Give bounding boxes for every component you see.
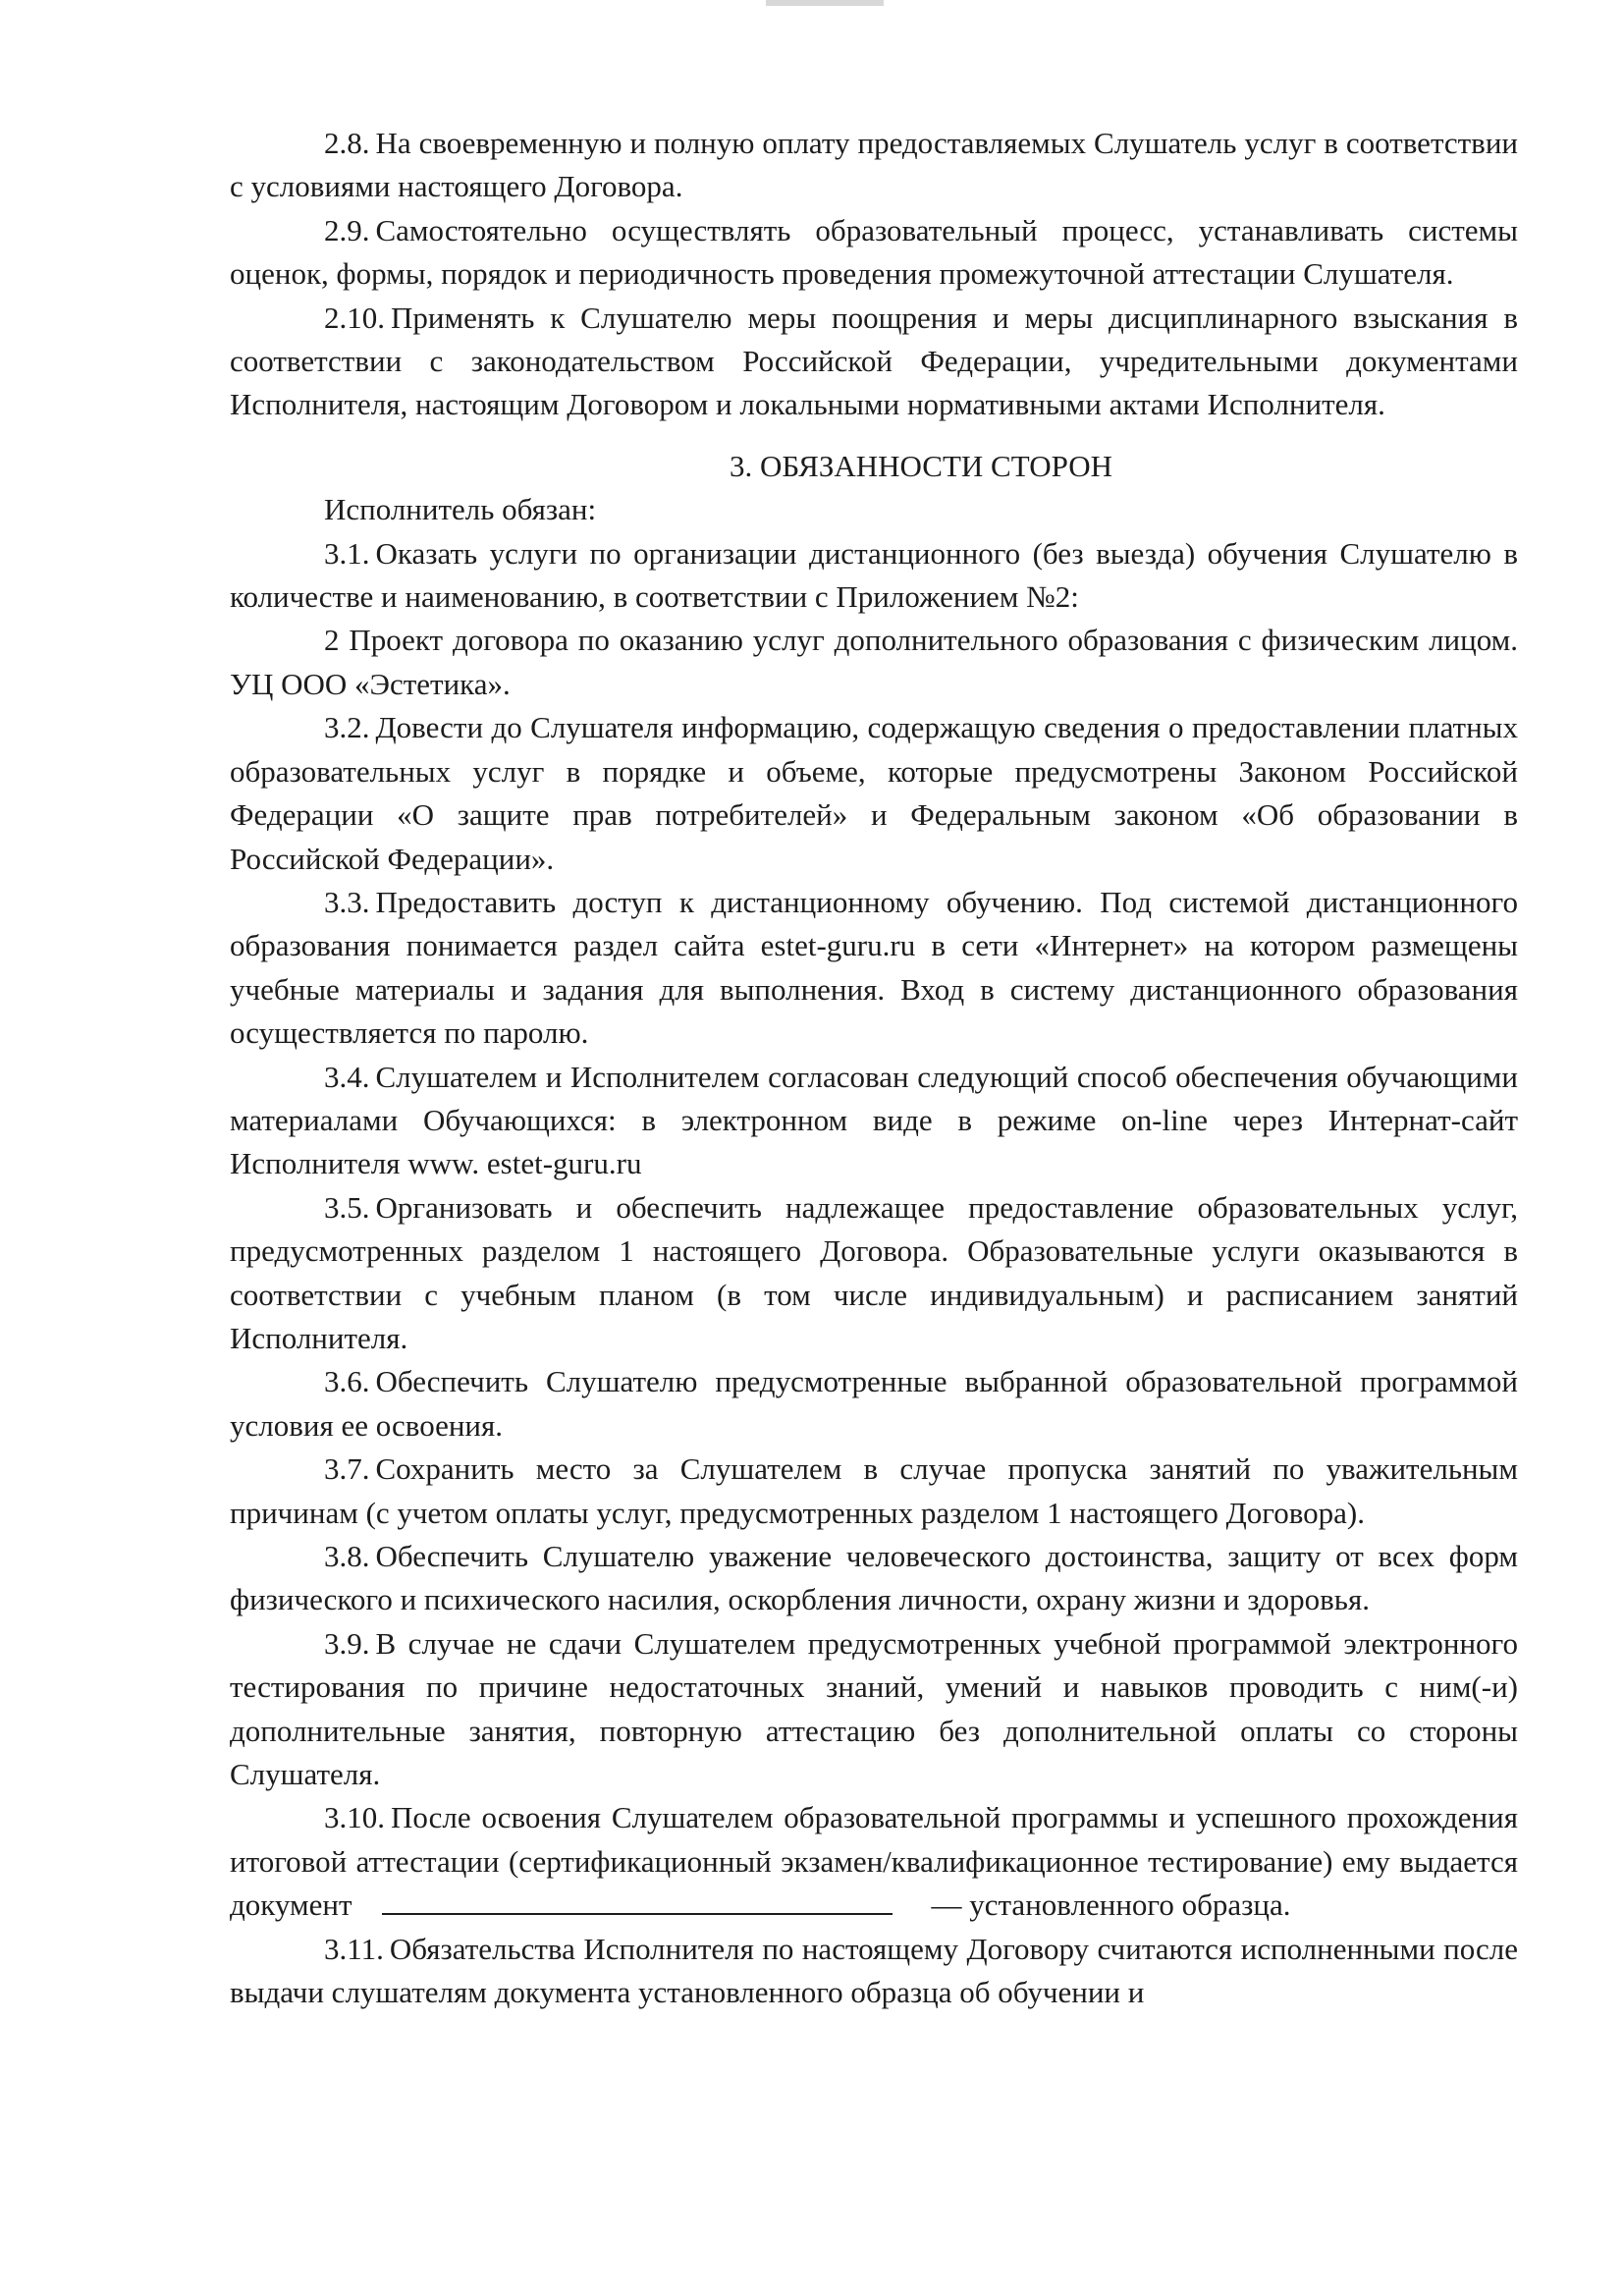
clause-text: Оказать услуги по организации дистанционного (без выезда) обучения Слушателю в количестве и наименованию, в соответствии с Приложением №2: [230,535,1518,615]
clause-text: 2 Проект договора по оказанию услуг дополнительного образования с физическим лицом. УЦ ООО «Эстетика». [230,623,1518,701]
clause-text: Довести до Слушателя информацию, содержащую сведения о предоставлении платных образовательных услуг в порядке и объеме, которые предусмотрены Законом Российской Федерации «О защите прав потребителей» и Федеральным законом «Об образовании в Российской Федерации». [230,710,1518,876]
clause-3-6 [230,1360,1518,1448]
section-intro: Исполнитель обязан: [324,492,597,527]
appendix-note [230,619,1518,706]
clause-text: Самостоятельно осуществлять образовательный процесс, устанавливать системы оценок, формы, порядок и периодичность проведения промежуточной аттестации Слушателя. [230,212,1518,292]
document-name-blank-field [382,1887,893,1915]
clause-number: 3.6. [324,1364,370,1399]
clause-text: Обеспечить Слушателю предусмотренные выбранной образовательной программой условия ее освоения. [230,1364,1518,1443]
clause-3-9 [230,1622,1518,1797]
clause-3-7 [230,1448,1518,1535]
clause-text: В случае не сдачи Слушателем предусмотренных учебной программой электронного тестирования по причине недостаточных знаний, умений и навыков проводить с ним(-и) дополнительные занятия, повторную аттестацию без дополнительной оплаты со стороны Слушателя. [230,1625,1518,1792]
scan-artifact [766,0,884,6]
clause-2-8 [230,122,1518,209]
clause-3-11 [230,1928,1518,2015]
clause-number: 3.1. [324,535,370,571]
clause-2-10 [230,297,1518,427]
clause-text: Предоставить доступ к дистанционному обучению. Под системой дистанционного образования понимается раздел сайта estet-guru.ru в сети «Интернет» на котором размещены учебные материалы и задания для выполнения. Вход в систему дистанционного образования осуществляется по паролю. [230,884,1518,1051]
clause-3-3 [230,881,1518,1056]
clause-number: 2.8. [324,126,370,160]
clause-number: 2.10. [324,300,385,335]
clause-text: Слушателем и Исполнителем согласован следующий способ обеспечения обучающими материалами Обучающихся: в электронном виде в режиме on-line через Интернат-сайт Исполнителя www. estet-guru.ru [230,1059,1518,1181]
clause-3-8 [230,1535,1518,1622]
clause-3-2 [230,706,1518,881]
clause-text: Обеспечить Слушателю уважение человеческого достоинства, защиту от всех форм физического и психического насилия, оскорбления личности, охрану жизни и здоровья. [230,1539,1518,1617]
clause-number: 3.11. [324,1931,384,1966]
clause-3-1 [230,532,1518,620]
clause-number: 2.9. [324,212,370,247]
clause-text: На своевременную и полную оплату предоставляемых Слушатель услуг в соответствии с условиями настоящего Договора. [230,126,1518,204]
clause-number: 3.3. [324,884,370,919]
clause-number: 3.9. [324,1625,370,1661]
clause-3-10 [230,1796,1518,1927]
clause-text: Сохранить место за Слушателем в случае пропуска занятий по уважительным причинам (с учетом оплаты услуг, предусмотренных разделом 1 настоящего Договора). [230,1451,1518,1530]
dash-mark: — [931,1887,962,1923]
clause-number: 3.10. [324,1800,385,1835]
clause-number: 3.8. [324,1539,370,1573]
clause-number: 3.7. [324,1451,370,1487]
section-heading: 3. ОБЯЗАННОСТИ СТОРОН [729,448,1113,483]
clause-2-9 [230,209,1518,297]
document-body [230,122,1518,2014]
clause-number: 3.5. [324,1189,370,1225]
clause-3-4 [230,1056,1518,1186]
clause-3-5 [230,1186,1518,1361]
clause-text: После освоения Слушателем образовательной программы и успешного прохождения итоговой аттестации (сертификационный экзамен/квалификационное тестирование) ему выдается документ [230,1800,1518,1923]
clause-number: 3.4. [324,1059,370,1094]
clause-text: Обязательства Исполнителя по настоящему Договору считаются исполненными после выдачи слушателям документа установленного образца об обучении и [230,1931,1518,2010]
clause-number: 3.2. [324,710,370,745]
clause-text: Применять к Слушателю меры поощрения и меры дисциплинарного взыскания в соответствии с законодательством Российской Федерации, учредительными документами Исполнителя, настоящим Договором и локальными нормативными актами Исполнителя. [230,300,1518,422]
clause-text: Организовать и обеспечить надлежащее предоставление образовательных услуг, предусмотренных разделом 1 настоящего Договора. Образовательные услуги оказываются в соответствии с учебным планом (в том числе индивидуальным) и расписанием занятий Исполнителя. [230,1189,1518,1355]
clause-text-end: установленного образца. [969,1887,1291,1923]
